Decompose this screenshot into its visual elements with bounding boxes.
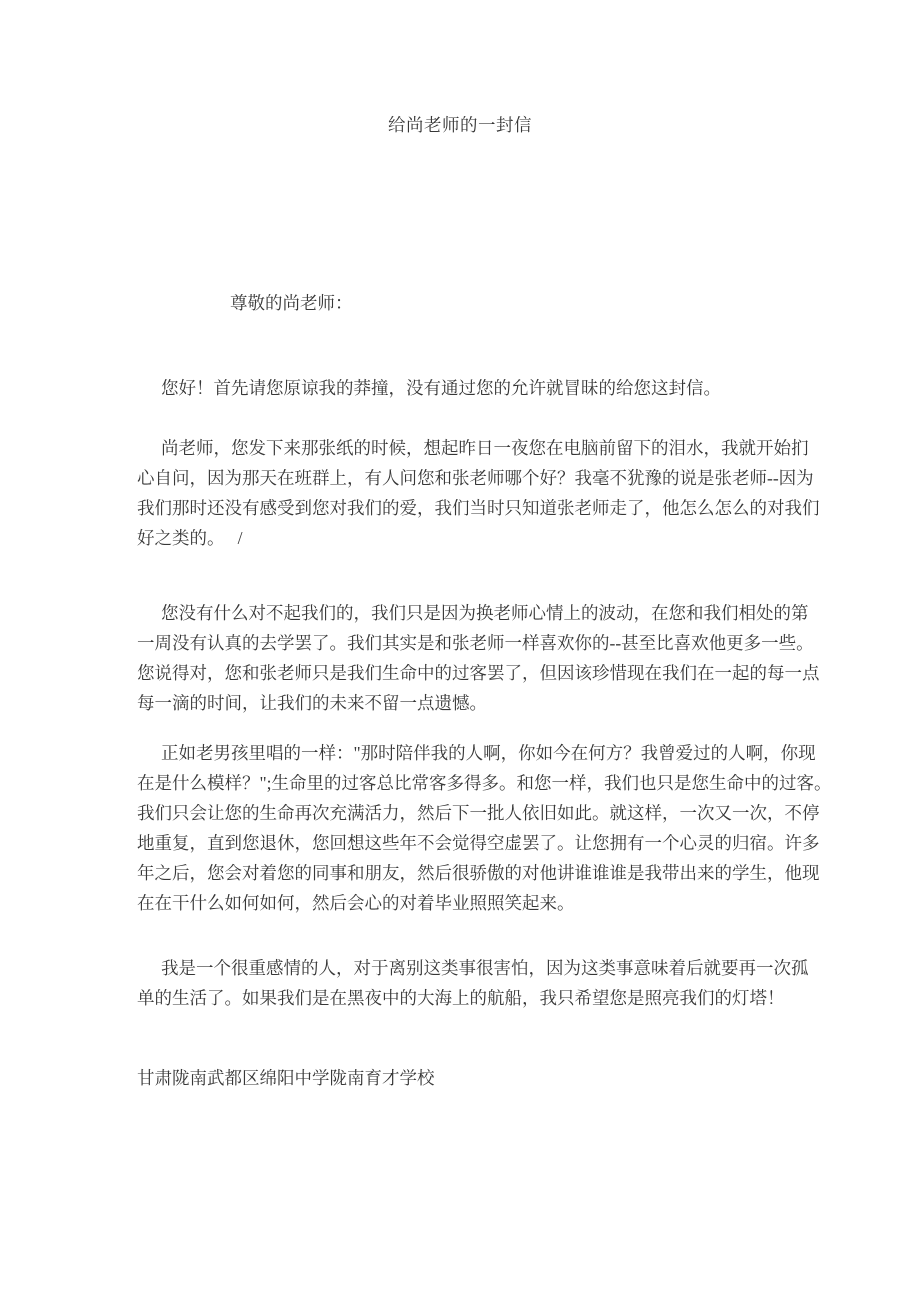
paragraph-4-line-5: 年之后，您会对着您的同事和朋友，然后很骄傲的对他讲谁谁谁是我带出来的学生，他现 — [137, 863, 820, 883]
document-title: 给尚老师的一封信 — [388, 115, 532, 135]
paragraph-2-line-2: 心自问，因为那天在班群上，有人问您和张老师哪个好？我毫不犹豫的说是张老师--因为 — [137, 468, 814, 488]
paragraph-4-line-4: 地重复，直到您退休，您回想这些年不会觉得空虚罢了。让您拥有一个心灵的归宿。许多 — [137, 833, 820, 853]
paragraph-3-line-2: 一周没有认真的去学罢了。我们其实是和张老师一样喜欢你的--甚至比喜欢他更多一些。 — [137, 633, 814, 653]
paragraph-3-line-1: 您没有什么对不起我们的，我们只是因为换老师心情上的波动，在您和我们相处的第 — [161, 603, 809, 623]
paragraph-5 — [137, 953, 807, 1013]
paragraph-2 — [137, 433, 820, 553]
paragraph-1-line-1: 您好！首先请您原谅我的莽撞，没有通过您的允许就冒昧的给您这封信。 — [161, 378, 721, 398]
paragraph-4-line-6: 在在干什么如何如何，然后会心的对着毕业照照笑起来。 — [137, 893, 575, 913]
paragraph-4-line-2: 在是什么模样？";生命里的过客总比常客多得多。和您一样，我们也只是您生命中的过客。 — [137, 773, 832, 793]
paragraph-4-line-3: 我们只会让您的生命再次充满活力，然后下一批人依旧如此。就这样，一次又一次，不停 — [137, 803, 820, 823]
salutation: 尊敬的尚老师： — [230, 293, 353, 313]
paragraph-2-line-1: 尚老师，您发下来那张纸的时候，想起昨日一夜您在电脑前留下的泪水，我就开始扪 — [161, 438, 809, 458]
paragraph-2-line-4: 好之类的。 / — [137, 528, 243, 548]
paragraph-1 — [137, 373, 807, 403]
paragraph-5-line-1: 我是一个很重感情的人，对于离别这类事很害怕，因为这类事意味着后就要再一次孤 — [161, 958, 809, 978]
paragraph-3-line-4: 每一滴的时间，让我们的未来不留一点遗憾。 — [137, 693, 487, 713]
paragraph-3 — [137, 598, 820, 718]
paragraph-5-line-2: 单的生活了。如果我们是在黑夜中的大海上的航船，我只希望您是照亮我们的灯塔！ — [137, 988, 785, 1008]
paragraph-4-line-1: 正如老男孩里唱的一样："那时陪伴我的人啊，你如今在何方？我曾爱过的人啊，你现 — [161, 743, 816, 763]
signature-line: 甘肃陇南武都区绵阳中学陇南育才学校 — [137, 1068, 435, 1088]
paragraph-3-line-3: 您说得对，您和张老师只是我们生命中的过客罢了，但因该珍惜现在我们在一起的每一点 — [137, 663, 820, 683]
paragraph-4 — [137, 738, 832, 918]
paragraph-2-line-3: 我们那时还没有感受到您对我们的爱，我们当时只知道张老师走了，他怎么怎么的对我们 — [137, 498, 820, 518]
